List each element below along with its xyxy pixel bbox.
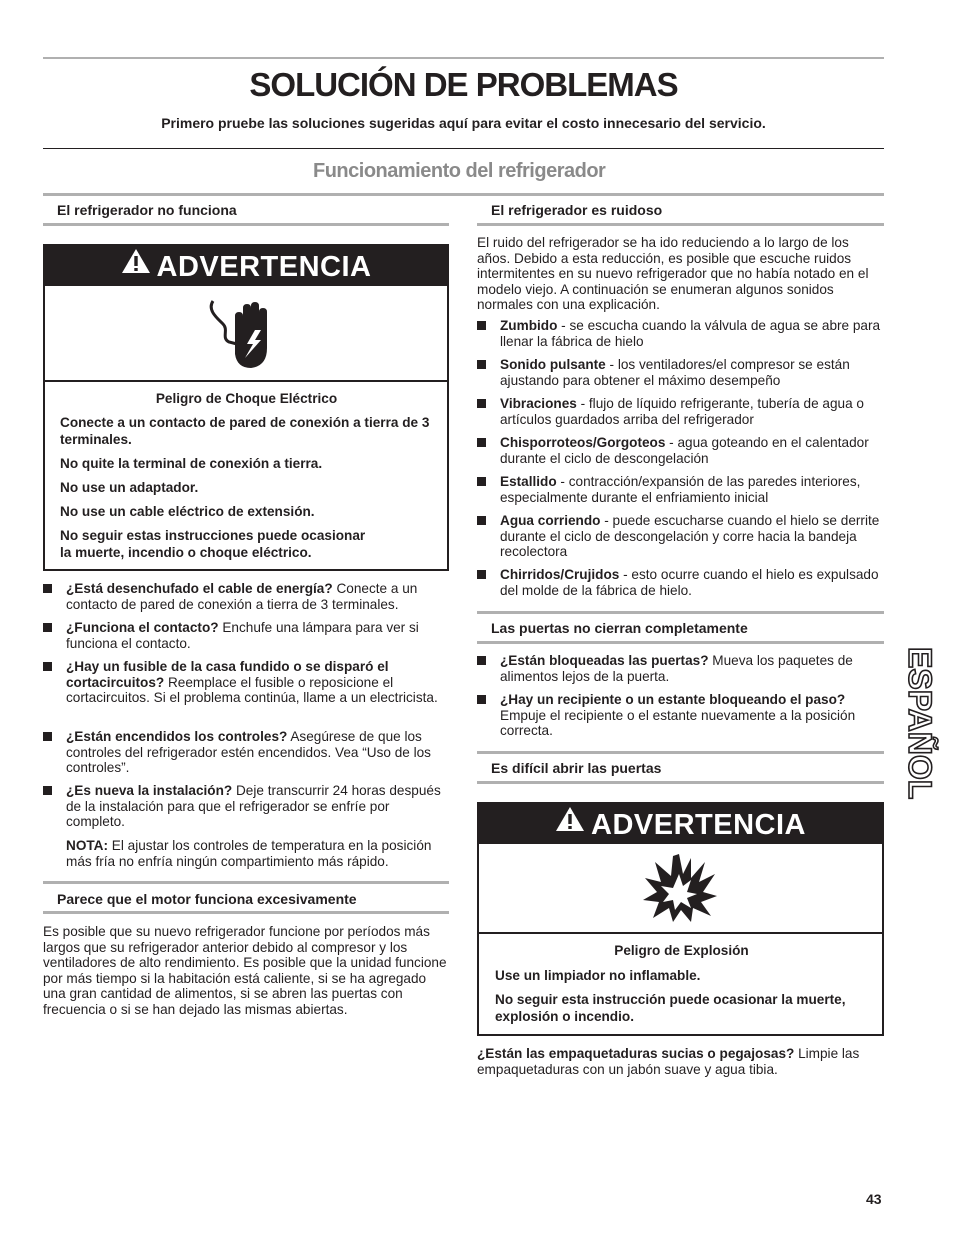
subhead-hard-open: Es difícil abrir las puertas — [491, 760, 662, 776]
electric-shock-hand-icon — [205, 296, 315, 372]
list-item — [477, 474, 883, 505]
noise-desc: - puede escucharse cuando el hielo se derrite durante el ciclo de descongelación y corre hacia la bandeja recolectora — [500, 513, 880, 560]
warning-box-explosion — [477, 802, 884, 1036]
noise-name: Estallido — [500, 474, 557, 489]
bullet-icon — [43, 786, 52, 795]
noise-desc: - flujo de líquido refrigerante, tubería de agua o artículos guardados arriba del refrigerador — [500, 396, 864, 427]
noise-name: Agua corriendo — [500, 513, 601, 528]
answer: Reemplace el fusible o reposicione el cortacircuitos. Si el problema continúa, llame a un electricista. — [66, 674, 438, 706]
noise-paragraph: El ruido del refrigerador se ha ido reduciendo a lo largo de los años. Debido a esta reducción, es posible que escuche ruidos intermitentes en su nuevo refrigerador que no había notado en el modelo viejo. A continuación se enumeran algunos sonidos normales con una explicación. — [477, 235, 869, 313]
answer: Mueva los paquetes de alimentos lejos de la puerta. — [500, 653, 853, 684]
answer: Empuje el recipiente o el estante nuevamente a la posición correcta. — [500, 707, 856, 739]
noise-desc: - esto ocurre cuando el hielo es expulsado del molde de la fábrica de hielo. — [500, 567, 879, 598]
gasket-paragraph — [477, 1046, 883, 1077]
bullet-icon — [477, 360, 486, 369]
list-item — [43, 659, 448, 706]
list-item — [43, 581, 448, 612]
subhead-rule — [43, 881, 449, 884]
language-side-tab — [902, 645, 938, 835]
question: ¿Es nueva la instalación? — [66, 783, 233, 798]
answer: Conecte a un contacto de pared de conexión a tierra de 3 terminales. — [66, 581, 418, 612]
warning-line: No seguir estas instrucciones puede ocasionar — [60, 528, 366, 543]
answer: Limpie las empaquetaduras con un jabón suave y agua tibia. — [477, 1046, 860, 1077]
noise-name: Chirridos/Crujidos — [500, 567, 620, 582]
explosion-hazard-picture — [479, 844, 882, 934]
subhead-rule — [43, 911, 449, 914]
hazard-title: Peligro de Explosión — [614, 943, 749, 958]
warning-line: Conecte a un contacto de pared de conexión a tierra de 3 terminales. — [60, 415, 430, 447]
warning-line: No use un cable eléctrico de extensión. — [60, 504, 315, 519]
question: ¿Está desenchufado el cable de energía? — [66, 581, 333, 596]
list-item — [43, 620, 448, 651]
list-item — [477, 396, 883, 427]
noise-name: Chisporroteos/Gorgoteos — [500, 435, 666, 450]
warning-line: No quite la terminal de conexión a tierra. — [60, 456, 323, 471]
list-item — [43, 729, 448, 776]
list-item — [477, 692, 883, 739]
list-item — [477, 318, 883, 349]
intro-text: Primero pruebe las soluciones sugeridas aquí para evitar el costo innecesario del servicio. — [161, 115, 766, 131]
noise-name: Vibraciones — [500, 396, 577, 411]
subhead-doors: Las puertas no cierran completamente — [491, 620, 748, 636]
list-item — [477, 567, 883, 598]
warning-line: Use un limpiador no inflamable. — [495, 968, 701, 983]
warning-banner-label: ADVERTENCIA — [591, 809, 806, 841]
bullet-icon — [477, 321, 486, 330]
list-item — [477, 357, 883, 388]
warning-line: la muerte, incendio o choque eléctrico. — [60, 545, 312, 560]
language-tab-label: ESPAÑOL — [902, 647, 938, 800]
subhead-motor: Parece que el motor funciona excesivamente — [57, 891, 357, 907]
warning-line: No seguir esta instrucción puede ocasionar la muerte, explosión o incendio. — [495, 992, 846, 1024]
noise-desc: - agua goteando en el calentador durante el ciclo de descongelación — [500, 435, 869, 466]
section-rule — [43, 193, 884, 196]
warning-banner — [45, 246, 447, 286]
warning-triangle-icon — [555, 802, 585, 844]
top-rule — [43, 57, 884, 59]
bullet-icon — [477, 399, 486, 408]
warning-box-electric — [43, 244, 449, 571]
subhead-rule — [477, 641, 884, 644]
bullet-icon — [477, 695, 486, 704]
note-text: El ajustar los controles de temperatura en la posición más fría no enfría ningún compartimiento más rápido. — [66, 838, 432, 869]
shock-hazard-picture — [45, 286, 447, 382]
question: ¿Hay un recipiente o un estante bloqueando el paso? — [500, 692, 846, 707]
list-item — [477, 513, 883, 560]
hazard-title: Peligro de Choque Eléctrico — [155, 391, 338, 406]
noise-desc: - se escucha cuando la válvula de agua se abre para llenar la fábrica de hielo — [500, 318, 881, 349]
warning-banner — [479, 804, 882, 844]
page-title: SOLUCIÓN DE PROBLEMAS — [249, 66, 678, 103]
bullet-icon — [43, 662, 52, 671]
subhead-rule — [477, 611, 884, 614]
warning-line: No use un adaptador. — [60, 480, 199, 495]
list-item — [477, 653, 883, 684]
answer: Enchufe una lámpara para ver si funciona el contacto. — [66, 620, 419, 651]
explosion-icon — [639, 852, 719, 924]
warning-triangle-icon — [121, 244, 151, 286]
list-item — [477, 435, 883, 466]
note-label: NOTA: — [66, 838, 109, 853]
section-title: Funcionamiento del refrigerador — [313, 160, 606, 182]
subhead-rule — [477, 751, 884, 754]
noise-desc: - contracción/expansión de las paredes interiores, especialmente durante el enfriamiento inicial — [500, 474, 861, 505]
warning-banner-label: ADVERTENCIA — [156, 251, 372, 283]
subhead-not-working: El refrigerador no funciona — [57, 202, 237, 218]
bullet-icon — [477, 570, 486, 579]
subhead-noisy: El refrigerador es ruidoso — [491, 202, 663, 218]
noise-desc: - los ventiladores/el compresor se están ajustando para obtener el máximo desempeño — [500, 357, 850, 388]
subhead-rule — [43, 223, 449, 226]
answer: Deje transcurrir 24 horas después de la instalación para que el refrigerador se enfríe por completo. — [66, 783, 441, 830]
question: ¿Funciona el contacto? — [66, 620, 219, 635]
noise-name: Sonido pulsante — [500, 357, 606, 372]
question: ¿Están encendidos los controles? — [66, 729, 288, 744]
noise-name: Zumbido — [500, 318, 558, 333]
bullet-icon — [477, 477, 486, 486]
bullet-icon — [477, 438, 486, 447]
subhead-rule — [477, 223, 884, 226]
question: ¿Están bloqueadas las puertas? — [500, 653, 709, 668]
bullet-icon — [43, 732, 52, 741]
list-item — [43, 783, 448, 830]
header-rule — [43, 148, 884, 149]
answer: Asegúrese de que los controles del refrigerador estén encendidos. Vea “Uso de los controles”. — [66, 729, 431, 776]
bullet-icon — [477, 516, 486, 525]
bullet-icon — [43, 623, 52, 632]
question: ¿Hay un fusible de la casa fundido o se disparó el cortacircuitos? — [66, 659, 389, 690]
bullet-icon — [43, 584, 52, 593]
page-number: 43 — [866, 1191, 882, 1207]
note — [66, 838, 448, 869]
subhead-rule — [477, 781, 884, 784]
bullet-icon — [477, 656, 486, 665]
motor-paragraph: Es posible que su nuevo refrigerador funcione por períodos más largos que su refrigerador anterior debido al compresor y los ventiladores de alto rendimiento. Es posible que la unidad funcione por más tiempo si la habitación está caliente, si se ha agregado una gran cantidad de alimentos, si se abren las puertas con frecuencia o si se han dejado las mismas abiertas. — [43, 924, 447, 1017]
question: ¿Están las empaquetaduras sucias o pegajosas? — [477, 1046, 795, 1061]
